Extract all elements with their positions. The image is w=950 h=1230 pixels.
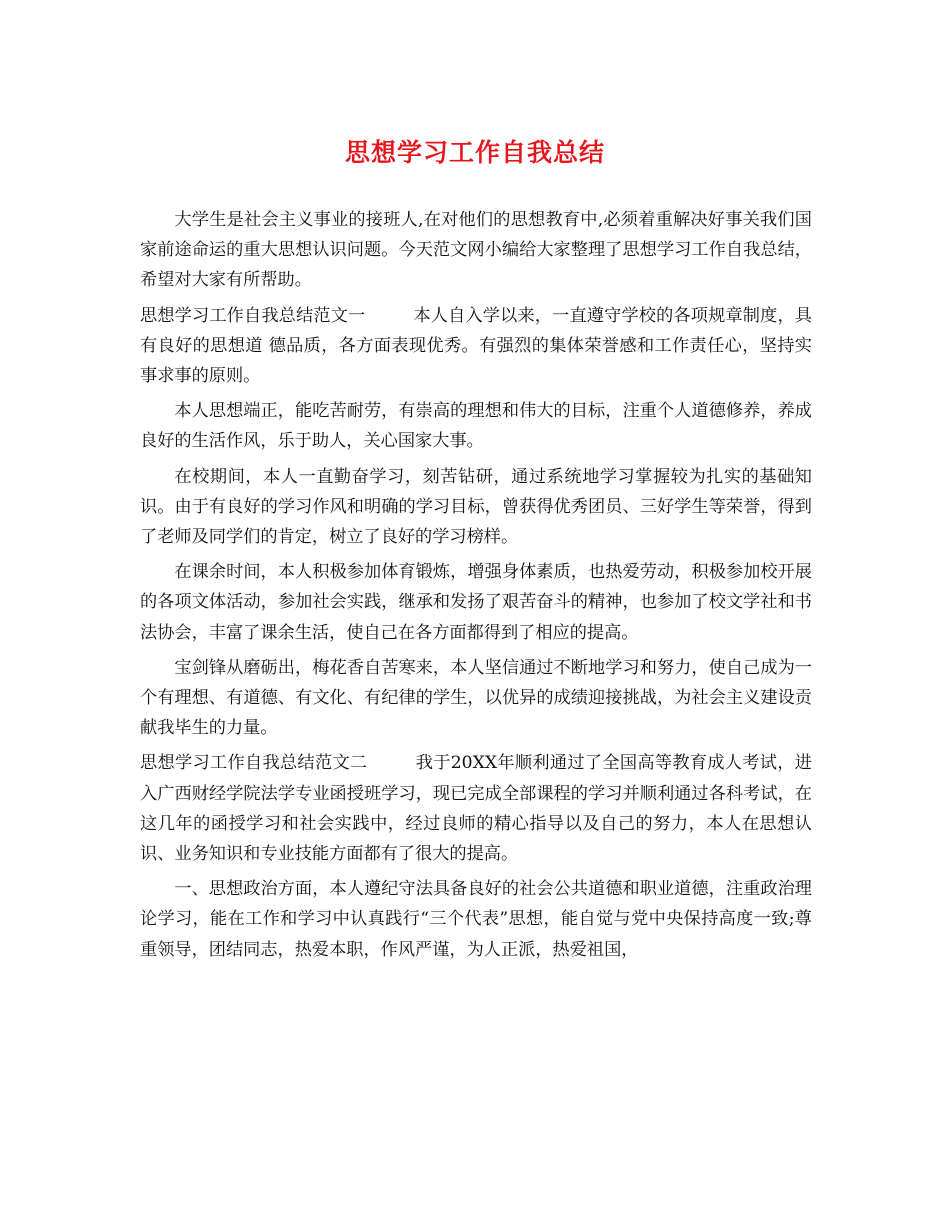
- sample-one-text: 本人自入学以来，一直遵守学校的各项规章制度，具有良好的思想道 德品质，各方面表现优秀。有强烈的集体荣誉感和工作责任心，坚持实事求事的原则。: [140, 305, 812, 387]
- paragraph-sample-two: [140, 748, 812, 869]
- sample-two-text: 我于20XX年顺利通过了全国高等教育成人考试，进入广西财经学院法学专业函授班学习，现已完成全部课程的学习并顺利通过各科考试，在这几年的函授学习和社会实践中，经过良师的精心指导以及自己的努力，本人在思想认识、业务知识和专业技能方面都有了很大的提高。: [140, 753, 812, 865]
- document-title: 思想学习工作自我总结: [344, 138, 605, 167]
- paragraph-politics: 一、思想政治方面，本人遵纪守法具备良好的社会公共道德和职业道德，注重政治理论学习，能在工作和学习中认真践行“三个代表”思想，能自觉与党中央保持高度一致;尊重领导，团结同志，热爱本职，作风严谨，为人正派，热爱祖国，: [140, 879, 812, 960]
- paragraph-sample-one: [140, 301, 812, 392]
- paragraph-thought: 本人思想端正，能吃苦耐劳，有崇高的理想和伟大的目标，注重个人道德修养，养成良好的生活作风，乐于助人，关心国家大事。: [140, 401, 812, 452]
- sample-two-heading: 思想学习工作自我总结范文二: [140, 753, 368, 774]
- sample-one-heading: 思想学习工作自我总结范文一: [140, 305, 366, 326]
- paragraph-activities: 在课余时间，本人积极参加体育锻炼，增强身体素质，也热爱劳动，积极参加校开展的各项文体活动，参加社会实践，继承和发扬了艰苦奋斗的精神，也参加了校文学社和书法协会，丰富了课余生活，使自己在各方面都得到了相应的提高。: [140, 562, 812, 643]
- paragraph-study: 在校期间，本人一直勤奋学习，刻苦钻研，通过系统地学习掌握较为扎实的基础知识。由于有良好的学习作风和明确的学习目标，曾获得优秀团员、三好学生等荣誉，得到了老师及同学们的肯定，树立了良好的学习榜样。: [140, 466, 812, 548]
- paragraph-intro: 大学生是社会主义事业的接班人,在对他们的思想教育中,必须着重解决好事关我们国家前途命运的重大思想认识问题。今天范文网小编给大家整理了思想学习工作自我总结，希望对大家有所帮助。: [140, 210, 812, 291]
- paragraph-conclusion: 宝剑锋从磨砺出，梅花香自苦寒来，本人坚信通过不断地学习和努力，使自己成为一个有理想、有道德、有文化、有纪律的学生，以优异的成绩迎接挑战，为社会主义建设贡献我毕生的力量。: [140, 657, 812, 739]
- document-body: [140, 205, 812, 970]
